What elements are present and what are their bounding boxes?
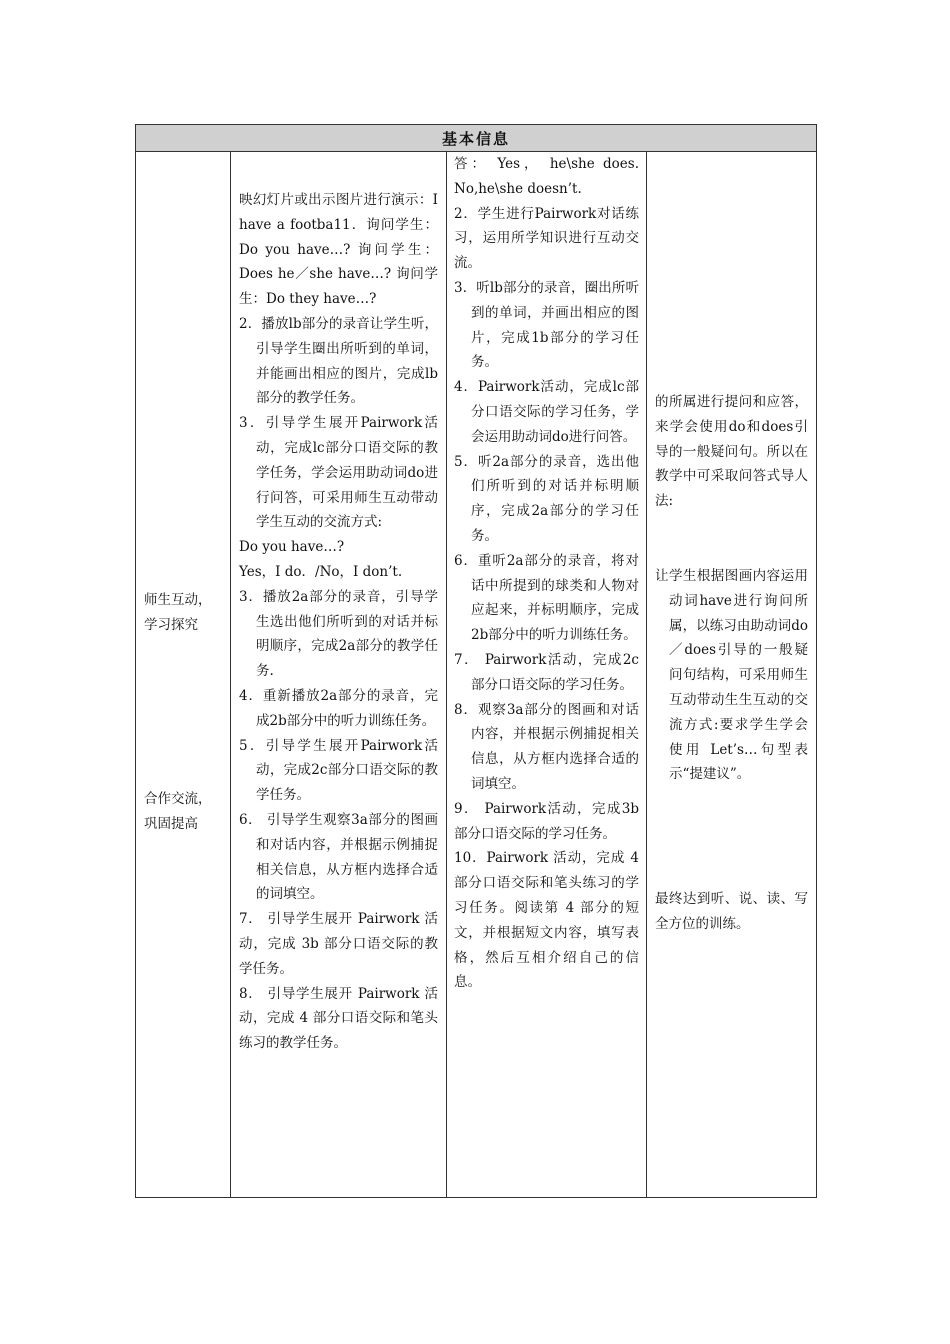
design-intent-column: [647, 152, 817, 1198]
student-item: 3．听lb部分的录音，圈出所听到的单词，并画出相应的图片，完成1b部分的学习任务。: [454, 279, 639, 371]
teacher-item: 3．引导学生展开Pairwork活动，完成lc部分口语交际的教学任务，学会运用助动词do进行问答，可采用师生互动带动学生互动的交流方式:: [239, 415, 438, 531]
student-item: 9． Pairwork活动，完成3b部分口语交际的学习任务。: [454, 800, 639, 842]
table-header: [136, 125, 817, 152]
teacher-item: Yes，I do．/No，I don’t.: [239, 563, 403, 580]
stage-label-cooperation: 合作交流， 巩固提高: [144, 791, 212, 832]
intent-paragraph: 让学生根据图画内容运用动词have进行询问所属，以练习由助动词do／does引导的一般疑问句结构，可采用师生互动带动生生互动的交流方式:要求学生学会使用 Let’s…句型表示“提建议”。: [655, 568, 809, 783]
teacher-item: 4．重新播放2a部分的录音，完成2b部分中的听力训练任务。: [239, 687, 438, 729]
student-item: 答： Yes， he\she does. No,he\she doesn’t.: [454, 156, 639, 197]
student-item: 8．观察3a部分的图画和对话内容，并根据示例捕捉相关信息，从方框内选择合适的词填空。: [454, 701, 639, 792]
student-item: 6．重听2a部分的录音，将对话中所提到的球类和人物对应起来，并标明顺序，完成2b部分中的听力训练任务。: [454, 552, 639, 644]
student-item: 10．Pairwork 活动，完成 4 部分口语交际和笔头练习的学习任务。阅读第 4 部分的短文，并根据短文内容，填写表格，然后互相介绍自己的信息。: [454, 850, 639, 991]
student-item: 5．听2a部分的录音，选出他们所听到的对话并标明顺序，完成2a部分的学习任务。: [454, 453, 639, 544]
intent-paragraph: 最终达到听、说、读、写全方位的训练。: [655, 891, 809, 932]
intent-paragraph: 的所属进行提问和应答，来学会使用do和does引导的一般疑问句。所以在教学中可采取问答式导人法:: [655, 394, 809, 510]
teacher-item: 映幻灯片或出示图片进行演示：I have a footba11．询问学生：Do you have…? 询问学生：Does he／she have…? 询问学生：Do they have…?: [239, 192, 438, 308]
teacher-item: 8． 引导学生展开 Pairwork 活动，完成 4 部分口语交际和笔头练习的教学任务。: [239, 985, 438, 1052]
table-title: 基本信息: [442, 129, 511, 148]
teacher-item: 3．播放2a部分的录音，引导学生选出他们所听到的对话并标明顺序，完成2a部分的教学任务.: [239, 588, 438, 680]
student-item: 7． Pairwork活动，完成2c部分口语交际的学习任务。: [454, 651, 639, 693]
teacher-item: 7． 引导学生展开 Pairwork 活动，完成 3b 部分口语交际的教学任务。: [239, 911, 438, 977]
teacher-item: Do you have…?: [239, 539, 345, 556]
stage-label-interaction: 师生互动， 学习探究: [144, 592, 212, 633]
student-item: 2．学生进行Pairwork对话练习，运用所学知识进行互动交流。: [454, 205, 639, 272]
student-activity-column: [447, 152, 647, 1198]
teacher-item: 2．播放lb部分的录音让学生听，引导学生圈出所听到的单词，并能画出相应的图片，完成lb部分的教学任务。: [239, 315, 438, 407]
teacher-item: 6． 引导学生观察3a部分的图画和对话内容，并根据示例捕捉相关信息，从方框内选择合适的词填空。: [239, 811, 438, 903]
student-item: 4．Pairwork活动，完成lc部分口语交际的学习任务，学会运用助动词do进行问答。: [454, 379, 639, 445]
teacher-item: 5．引导学生展开Pairwork活动，完成2c部分口语交际的教学任务。: [239, 737, 438, 804]
basic-info-table: [135, 124, 817, 1198]
stage-column: [136, 152, 231, 1198]
teacher-activity-column: [231, 152, 447, 1198]
